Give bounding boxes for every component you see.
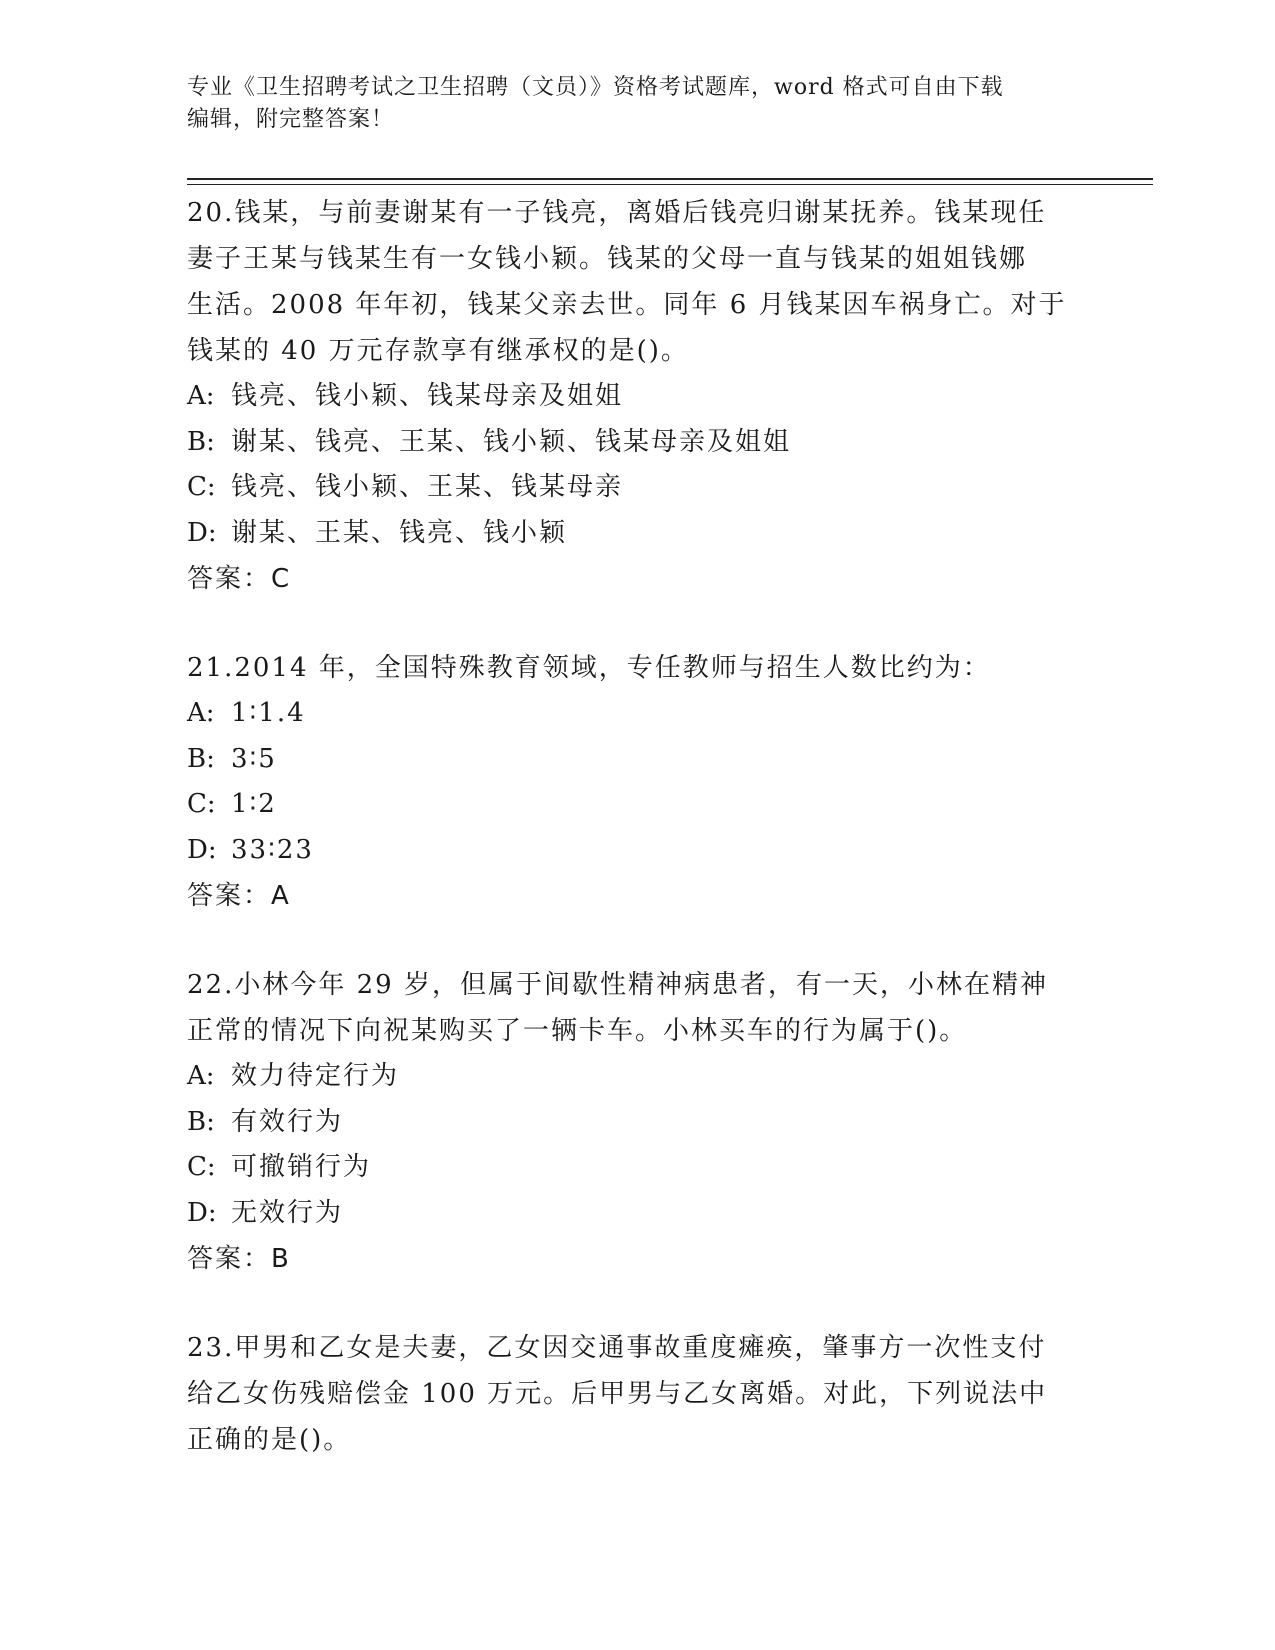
question-line: 钱某的 40 万元存款享有继承权的是()。 [187, 336, 689, 366]
question-line: 21.2014 年，全国特殊教育领域，专任教师与招生人数比约为： [187, 653, 991, 683]
header-line-2: 编辑，附完整答案！ [187, 107, 395, 132]
spacer [187, 1282, 1087, 1325]
spacer [187, 602, 1087, 645]
option-key: B: [187, 743, 215, 774]
option-b [187, 737, 1087, 783]
option-key: D: [187, 517, 217, 548]
option-a [187, 691, 1087, 737]
header-divider-thick [187, 178, 1153, 180]
question-line: 22.小林今年 29 岁，但属于间歇性精神病患者，有一天，小林在精神 [187, 970, 1048, 1000]
option-key: C: [187, 1152, 216, 1182]
option-text: 有效行为 [231, 1106, 344, 1137]
question-text [187, 645, 1087, 691]
option-key: A: [187, 1061, 215, 1091]
question-text [187, 962, 1087, 1054]
question-23 [187, 1325, 1087, 1463]
option-text: 3∶5 [231, 743, 277, 774]
question-line: 妻子王某与钱某生有一女钱小颖。钱某的父母一直与钱某的姐姐钱娜 [187, 244, 1028, 274]
question-line: 20.钱某，与前妻谢某有一子钱亮，离婚后钱亮归谢某抚养。钱某现任 [187, 198, 1047, 228]
option-d [187, 511, 1087, 557]
question-22 [187, 962, 1087, 1282]
option-a [187, 1054, 1087, 1100]
question-line: 正确的是()。 [187, 1425, 352, 1455]
document-header [187, 72, 1087, 136]
option-d [187, 828, 1087, 874]
answer-line: 答案：B [187, 1244, 291, 1274]
option-text: 谢某、王某、钱亮、钱小颖 [231, 517, 568, 548]
option-key: A: [187, 381, 215, 411]
option-key: A: [187, 698, 215, 728]
option-b [187, 1100, 1087, 1146]
header-line-1: 专业《卫生招聘考试之卫生招聘（文员）》资格考试题库，word 格式可自由下载 [187, 75, 1004, 100]
answer-line: 答案：C [187, 564, 292, 594]
option-d [187, 1191, 1087, 1237]
option-c [187, 1145, 1087, 1191]
option-c [187, 782, 1087, 828]
spacer [187, 919, 1087, 962]
option-text: 33∶23 [231, 834, 314, 865]
option-b [187, 420, 1087, 466]
option-text: 无效行为 [231, 1197, 344, 1228]
question-20 [187, 190, 1087, 602]
option-a [187, 374, 1087, 420]
option-key: D: [187, 834, 217, 865]
question-line: 生活。2008 年年初，钱某父亲去世。同年 6 月钱某因车祸身亡。对于 [187, 290, 1067, 320]
answer-line: 答案：A [187, 881, 291, 911]
option-text: 效力待定行为 [231, 1061, 400, 1091]
option-text: 钱亮、钱小颖、钱某母亲及姐姐 [231, 381, 624, 411]
option-text: 可撤销行为 [231, 1152, 372, 1182]
option-c [187, 465, 1087, 511]
option-key: B: [187, 1106, 215, 1137]
question-text [187, 190, 1087, 374]
question-line: 23.甲男和乙女是夫妻，乙女因交通事故重度瘫痪，肇事方一次性支付 [187, 1333, 1047, 1363]
option-text: 钱亮、钱小颖、王某、钱某母亲 [231, 472, 624, 502]
option-key: C: [187, 472, 216, 502]
header-divider-thin [187, 184, 1153, 185]
option-text: 1∶1.4 [231, 698, 306, 728]
question-list [187, 190, 1087, 1463]
option-key: D: [187, 1197, 217, 1228]
option-key: B: [187, 426, 215, 457]
option-text: 1∶2 [231, 789, 277, 819]
option-key: C: [187, 789, 216, 819]
option-text: 谢某、钱亮、王某、钱小颖、钱某母亲及姐姐 [231, 426, 792, 457]
question-line: 给乙女伤残赔偿金 100 万元。后甲男与乙女离婚。对此，下列说法中 [187, 1379, 1048, 1409]
question-line: 正常的情况下向祝某购买了一辆卡车。小林买车的行为属于()。 [187, 1016, 968, 1046]
question-21 [187, 645, 1087, 919]
question-text [187, 1325, 1087, 1463]
